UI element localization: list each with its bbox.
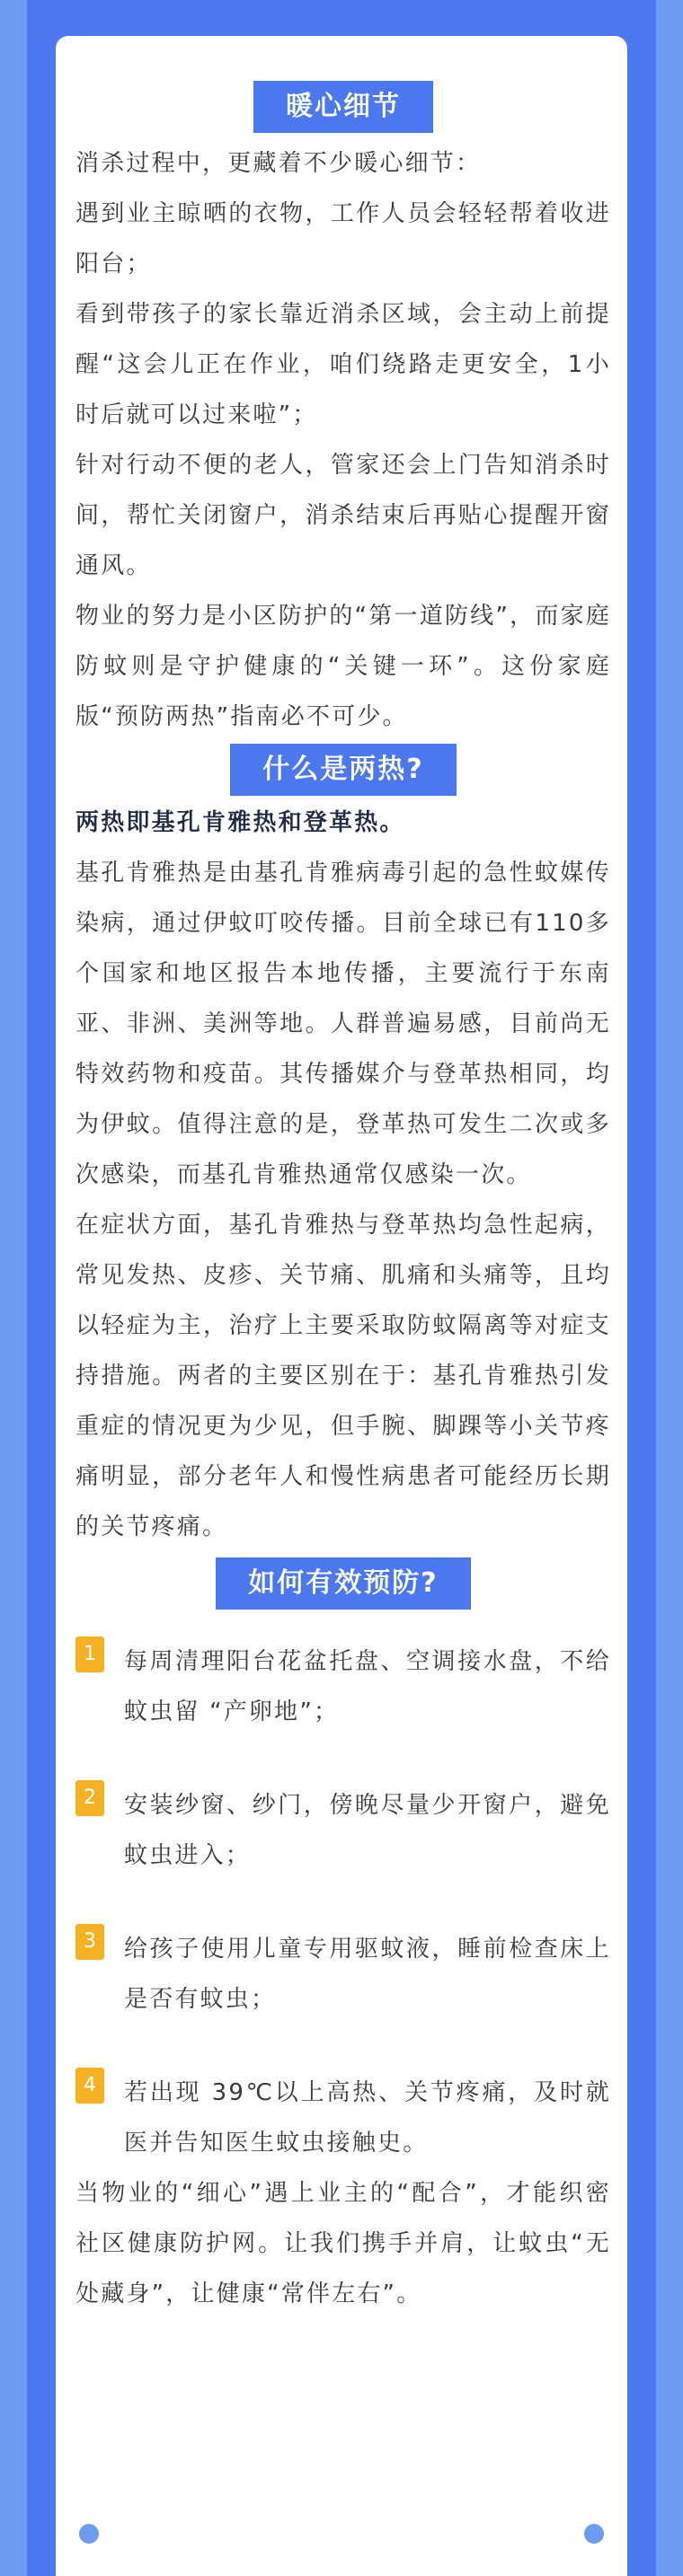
right-border-strip bbox=[624, 27, 656, 2576]
paragraph: 在症状方面，基孔肯雅热与登革热均急性起病，常见发热、皮疹、关节痛、肌痛和头痛等，且均以轻症为主，治疗上主要采取防蚊隔离等对症支持措施。两者的主要区别在于：基孔肯雅热引发重症的情况更为少见，但手腕、脚踝等小关节疼痛明显，部分老年人和慢性病患者可能经历长期的关节疼痛。 bbox=[75, 1212, 611, 1540]
tip-item bbox=[75, 1924, 611, 2025]
section-heading-what-is bbox=[75, 744, 611, 796]
heading-label: 如何有效预防? bbox=[216, 1557, 470, 1610]
section-heading-warm-details bbox=[75, 81, 611, 133]
paragraph: 消杀过程中，更藏着不少暖心细节： bbox=[75, 150, 482, 177]
tip-number-badge: 1 bbox=[75, 1636, 104, 1672]
paragraph: 物业的努力是小区防护的“第一道防线”，而家庭防蚊则是守护健康的“关键一环”。这份家庭版“预防两热”指南必不可少。 bbox=[75, 603, 611, 730]
tip-text: 安装纱窗、纱门，傍晚尽量少开窗户，避免蚊虫进入； bbox=[124, 1792, 611, 1869]
tip-item bbox=[75, 1636, 611, 1737]
tip-item bbox=[75, 1780, 611, 1881]
tip-item bbox=[75, 2068, 611, 2168]
decorative-dot-right bbox=[584, 2524, 604, 2544]
paragraph: 看到带孩子的家长靠近消杀区域，会主动上前提醒“这会儿正在作业，咱们绕路走更安全，1小时后就可以过来啦”； bbox=[75, 301, 611, 428]
heading-label: 什么是两热? bbox=[230, 744, 456, 796]
section-heading-prevention bbox=[75, 1557, 611, 1610]
closing-paragraph: 当物业的“细心”遇上业主的“配合”，才能织密社区健康防护网。让我们携手并肩，让蚊虫“无处藏身”，让健康“常伴左右”。 bbox=[75, 2180, 611, 2307]
left-border-strip bbox=[27, 27, 59, 2576]
tip-number-badge: 3 bbox=[75, 1924, 104, 1960]
tip-text: 每周清理阳台花盆托盘、空调接水盘，不给蚊虫留 “产卵地”； bbox=[124, 1648, 611, 1725]
tip-number-badge: 2 bbox=[75, 1780, 104, 1816]
paragraph: 基孔肯雅热是由基孔肯雅病毒引起的急性蚊媒传染病，通过伊蚊叮咬传播。目前全球已有110多个国家和地区报告本地传播，主要流行于东南亚、非洲、美洲等地。人群普遍易感，目前尚无特效药物和疫苗。其传播媒介与登革热相同，均为伊蚊。值得注意的是，登革热可发生二次或多次感染，而基孔肯雅热通常仅感染一次。 bbox=[75, 860, 611, 1188]
tip-text: 若出现 39℃以上高热、关节疼痛，及时就医并告知医生蚊虫接触史。 bbox=[124, 2079, 611, 2157]
paragraph: 针对行动不便的老人，管家还会上门告知消杀时间，帮忙关闭窗户，消杀结束后再贴心提醒开窗通风。 bbox=[75, 452, 611, 579]
tip-number-badge: 4 bbox=[75, 2068, 104, 2104]
heading-label: 暖心细节 bbox=[253, 81, 433, 133]
decorative-dot-left bbox=[79, 2524, 99, 2544]
tip-text: 给孩子使用儿童专用驱蚊液，睡前检查床上是否有蚊虫； bbox=[124, 1936, 611, 2013]
article-content bbox=[75, 81, 611, 2319]
lead-paragraph: 两热即基孔肯雅热和登革热。 bbox=[75, 809, 405, 836]
paragraph: 遇到业主晾晒的衣物，工作人员会轻轻帮着收进阳台； bbox=[75, 200, 611, 278]
